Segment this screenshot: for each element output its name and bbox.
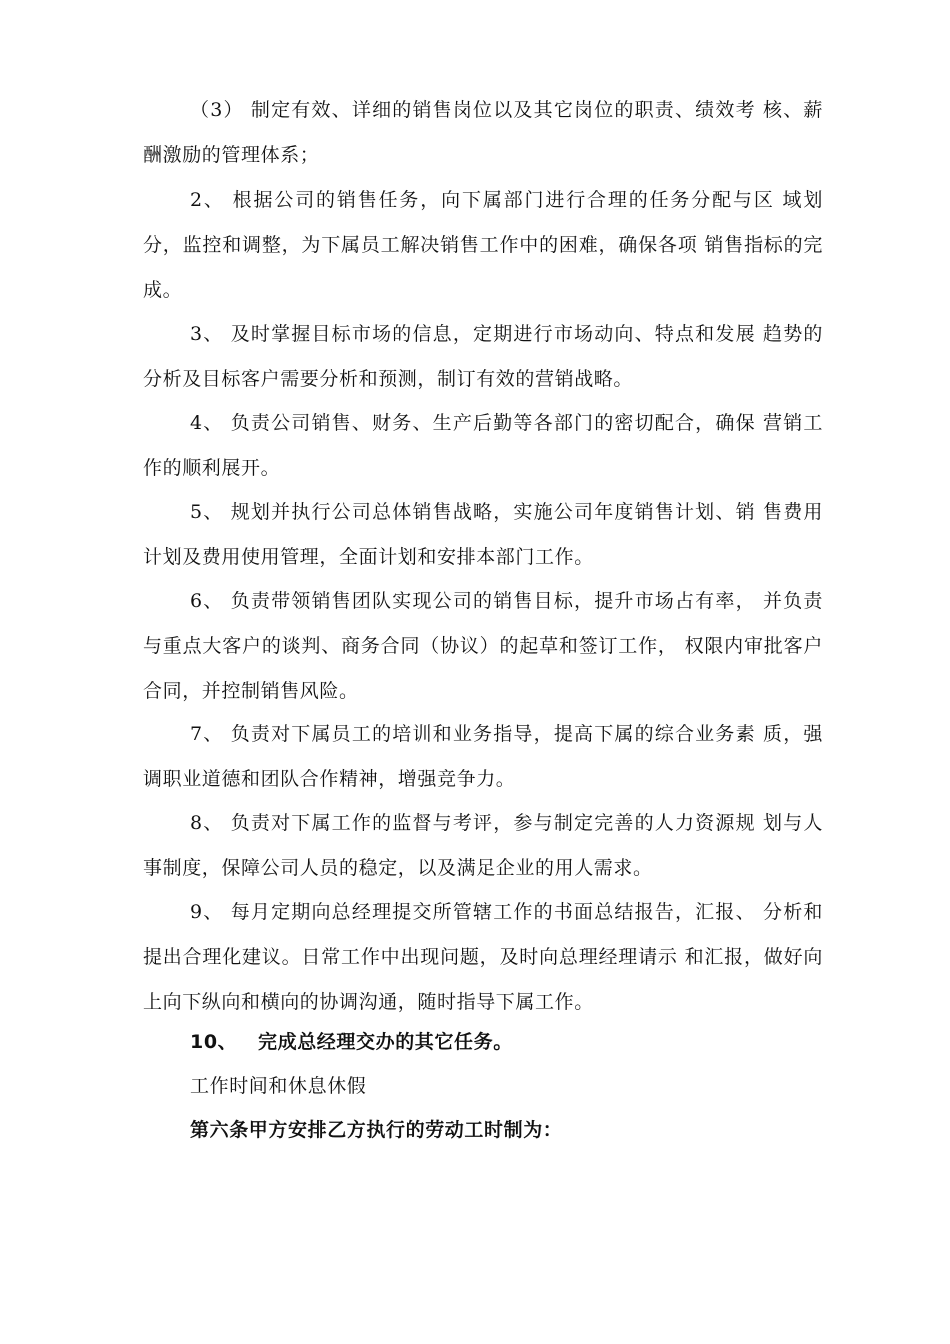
paragraph-item-9: 9、 每月定期向总经理提交所管辖工作的书面总结报告，汇报、 分析和提出合理化建议。日常工作中出现问题，及时向总理经理请示 和汇报，做好向上向下纵向和横向的协调沟通，随时指导下属工作。 (143, 901, 823, 1013)
item-10 (190, 1020, 513, 1065)
paragraph-item-4: 4、 负责公司销售、财务、生产后勤等各部门的密切配合，确保 营销工作的顺利展开。 (143, 412, 823, 479)
section-heading: 工作时间和休息休假 (190, 1075, 367, 1097)
paragraph-item-8: 8、 负责对下属工作的监督与考评，参与制定完善的人力资源规 划与人事制度，保障公司人员的稳定，以及满足企业的用人需求。 (143, 812, 823, 879)
paragraph-item-6: 6、 负责带领销售团队实现公司的销售目标，提升市场占有率， 并负责与重点大客户的谈判、商务合同（协议）的起草和签订工作， 权限内审批客户合同，并控制销售风险。 (143, 590, 823, 702)
paragraph-item-7: 7、 负责对下属员工的培训和业务指导，提高下属的综合业务素 质，强调职业道德和团队合作精神，增强竞争力。 (143, 723, 823, 790)
paragraph-item-2: 2、 根据公司的销售任务，向下属部门进行合理的任务分配与区 域划分，监控和调整，为下属员工解决销售工作中的困难，确保各项 销售指标的完成。 (143, 189, 823, 301)
item-10-number: 10、 (190, 1031, 238, 1053)
item-10-text: 完成总经理交办的其它任务。 (258, 1031, 513, 1053)
article-heading: 第六条甲方安排乙方执行的劳动工时制为： (190, 1119, 563, 1141)
paragraph-3-sub: （3） 制定有效、详细的销售岗位以及其它岗位的职责、绩效考 核、薪酬激励的管理体系； (143, 99, 823, 166)
paragraph-item-5: 5、 规划并执行公司总体销售战略，实施公司年度销售计划、销 售费用计划及费用使用管理，全面计划和安排本部门工作。 (143, 501, 823, 568)
paragraph-item-3: 3、 及时掌握目标市场的信息，定期进行市场动向、特点和发展 趋势的分析及目标客户需要分析和预测，制订有效的营销战略。 (143, 323, 823, 390)
